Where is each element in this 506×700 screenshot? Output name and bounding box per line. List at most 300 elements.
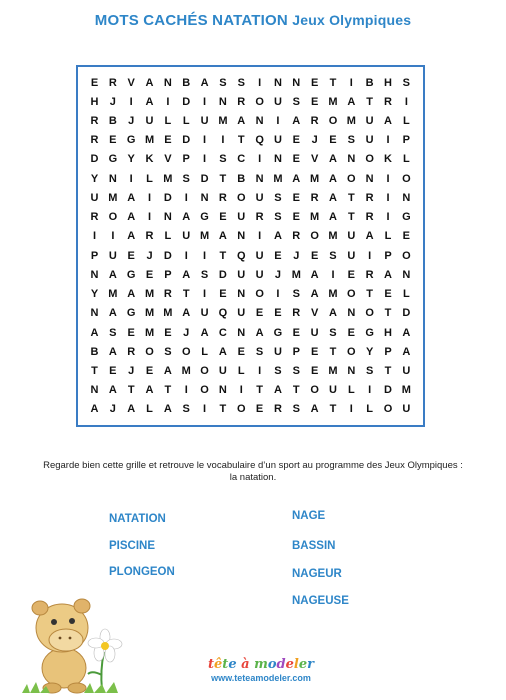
grid-letter: P [402,134,411,147]
grid-letter: T [91,365,98,378]
grid-letter: T [182,288,190,301]
grid-letter: U [237,307,246,320]
grid-letter: I [203,288,207,301]
grid-letter: U [310,326,319,339]
grid-letter: G [402,211,411,224]
grid-letter: A [145,95,154,108]
grid-letter: M [273,172,283,185]
grid-letter: E [219,211,227,224]
grid-row [86,227,415,246]
grid-letter: M [108,191,118,204]
grid-letter: A [384,114,392,127]
grid-letter: E [127,249,135,262]
grid-letter: R [90,114,99,127]
grid-letter: S [255,345,264,358]
grid-letter: S [219,153,227,166]
grid-letter: Q [218,307,228,320]
grid-row [86,169,415,188]
word-to-find: NAGEUR [292,568,342,580]
grid-letter: E [109,134,117,147]
grid-letter: R [90,211,99,224]
grid-letter: Y [90,172,99,185]
grid-row [86,150,415,169]
grid-letter: J [311,134,318,147]
grid-letter: U [365,134,374,147]
grid-letter: A [310,268,319,281]
grid-letter: A [218,345,227,358]
grid-letter: E [109,365,117,378]
grid-letter: V [164,153,172,166]
grid-letter: A [218,230,227,243]
site-logo [186,657,336,683]
grid-letter: E [292,211,300,224]
grid-letter: N [163,76,172,89]
grid-letter: D [218,268,227,281]
grid-letter: V [310,307,319,320]
grid-letter: A [273,230,282,243]
grid-letter: A [237,114,246,127]
grid-letter: A [182,211,191,224]
grid-letter: M [163,172,173,185]
grid-letter: A [127,288,136,301]
grid-letter: T [219,172,227,185]
grid-row [86,73,415,92]
grid-letter: J [128,114,135,127]
grid-letter: A [255,326,264,339]
grid-row [86,265,415,284]
grid-letter: N [347,307,356,320]
grid-letter: I [258,153,262,166]
grid-letter: N [255,172,264,185]
grid-letter: A [365,230,374,243]
grid-letter: U [273,134,282,147]
grid-letter: T [329,345,337,358]
grid-letter: S [292,288,300,301]
grid-letter: E [347,326,355,339]
grid-letter: O [145,345,154,358]
grid-letter: T [366,288,374,301]
grid-letter: M [163,307,173,320]
grid-letter: D [90,153,99,166]
grid-letter: I [92,230,97,243]
grid-letter: E [127,326,135,339]
grid-letter: U [200,307,209,320]
grid-letter: A [108,307,117,320]
grid-letter: N [402,191,411,204]
grid-letter: L [164,114,172,127]
grid-row [86,92,415,111]
grid-letter: M [144,288,155,301]
word-to-find: PISCINE [109,540,156,552]
word-to-find: PLONGEON [109,566,175,578]
grid-row [86,342,415,361]
grid-letter: I [239,384,243,397]
grid-row [86,381,415,400]
grid-letter: S [274,191,282,204]
grid-letter: M [328,230,338,243]
grid-letter: I [404,95,408,108]
grid-letter: I [349,76,353,89]
grid-letter: O [236,191,246,204]
grid-letter: O [255,95,264,108]
grid-letter: A [292,172,301,185]
grid-letter: I [203,403,207,416]
grid-letter: E [164,134,172,147]
grid-letter: R [292,230,301,243]
grid-row [86,362,415,381]
grid-letter: S [237,76,245,89]
grid-letter: I [129,95,133,108]
grid-letter: I [184,249,188,262]
grid-letter: I [111,230,115,243]
grid-letter: S [274,211,282,224]
grid-letter: Y [365,345,374,358]
grid-letter: R [365,211,374,224]
grid-letter: R [292,307,301,320]
grid-letter: A [182,268,191,281]
grid-letter: S [164,345,172,358]
grid-letter: T [164,384,172,397]
grid-letter: M [144,134,155,147]
grid-letter: I [258,365,262,378]
grid-letter: G [108,153,118,166]
grid-letter: U [402,365,411,378]
grid-letter: B [108,114,117,127]
grid-letter: D [163,249,172,262]
grid-letter: I [349,403,353,416]
grid-letter: R [90,134,99,147]
grid-letter: E [255,403,264,416]
grid-letter: R [384,95,392,108]
grid-letter: E [274,249,282,262]
grid-letter: R [127,345,136,358]
grid-letter: Y [127,153,135,166]
grid-letter: O [236,403,246,416]
grid-letter: M [144,326,155,339]
grid-letter: E [292,326,300,339]
grid-letter: S [182,403,190,416]
grid-letter: M [346,114,356,127]
grid-letter: P [182,153,190,166]
grid-letter: M [144,307,155,320]
grid-letter: P [90,249,99,262]
grid-letter: A [273,384,282,397]
grid-letter: S [329,326,337,339]
grid-letter: O [365,153,374,166]
grid-letter: A [108,384,117,397]
grid-letter: E [219,288,227,301]
grid-letter: K [145,153,154,166]
grid-letter: R [310,114,319,127]
grid-letter: Q [255,134,264,147]
grid-letter: T [329,403,337,416]
grid-letter: R [237,95,246,108]
grid-letter: T [292,384,300,397]
grid-row [86,285,415,304]
grid-letter: A [163,365,172,378]
grid-letter: R [273,403,282,416]
grid-letter: L [402,114,410,127]
grid-letter: E [329,134,337,147]
grid-letter: N [347,153,356,166]
grid-letter: O [383,403,393,416]
grid-letter: O [365,307,374,320]
grid-letter: L [384,230,392,243]
grid-row [86,188,415,207]
grid-letter: A [108,345,117,358]
grid-letter: D [163,191,172,204]
grid-letter: U [200,114,209,127]
grid-row [86,208,415,227]
grid-letter: A [200,326,209,339]
grid-letter: N [255,114,264,127]
grid-letter: M [310,172,320,185]
grid-letter: U [273,95,282,108]
grid-letter: U [218,365,227,378]
grid-letter: E [237,345,245,358]
grid-letter: D [200,172,209,185]
grid-letter: T [219,403,227,416]
grid-letter: U [347,249,356,262]
grid-letter: U [255,268,264,281]
grid-letter: N [237,326,246,339]
grid-letter: O [310,384,319,397]
grid-letter: E [310,365,319,378]
grid-letter: A [402,345,411,358]
grid-letter: E [310,345,319,358]
grid-letter: I [331,268,335,281]
grid-letter: U [90,191,99,204]
grid-letter: O [347,288,356,301]
grid-letter: B [237,172,246,185]
grid-letter: O [328,114,338,127]
grid-letter: E [310,76,319,89]
grid-letter: C [237,153,246,166]
grid-letter: S [329,249,337,262]
grid-letter: T [347,191,355,204]
grid-letter: O [402,249,411,262]
grid-letter: I [221,134,225,147]
grid-letter: A [145,384,154,397]
grid-letter: J [293,249,300,262]
grid-letter: A [182,307,191,320]
grid-letter: G [126,134,136,147]
grid-letter: A [127,403,136,416]
grid-letter: T [347,211,355,224]
grid-letter: R [255,211,264,224]
grid-letter: B [90,345,99,358]
grid-letter: I [129,172,133,185]
grid-letter: V [127,76,135,89]
grid-letter: O [181,345,191,358]
grid-letter: A [328,172,337,185]
grid-letter: N [200,191,209,204]
grid-letter: T [384,307,392,320]
grid-letter: A [90,326,99,339]
grid-letter: L [182,114,190,127]
grid-letter: N [90,307,99,320]
word-to-find: NATATION [109,513,166,525]
grid-letter: V [310,153,319,166]
grid-letter: S [292,403,300,416]
grid-letter: G [200,211,209,224]
grid-letter: U [273,345,282,358]
grid-letter: T [329,76,337,89]
grid-letter: I [368,384,372,397]
grid-letter: R [163,288,172,301]
grid-letter: S [274,365,282,378]
grid-letter: I [184,191,188,204]
grid-letter: I [203,249,207,262]
grid-letter: P [384,345,392,358]
grid-letter: I [386,134,390,147]
grid-letter: T [219,249,227,262]
grid-letter: O [200,365,209,378]
grid-letter: M [291,268,301,281]
grid-letter: M [218,114,228,127]
grid-letter: I [258,230,262,243]
grid-letter: A [145,76,154,89]
grid-letter: Q [236,249,246,262]
grid-letter: U [255,191,264,204]
word-search-grid [76,65,425,427]
grid-letter: A [328,191,337,204]
grid-letter: R [145,230,154,243]
grid-letter: L [402,153,410,166]
grid-letter: H [384,326,392,339]
grid-letter: A [384,268,392,281]
grid-letter: N [108,172,117,185]
grid-letter: N [365,172,374,185]
grid-letter: R [108,76,117,89]
grid-letter: L [402,288,410,301]
grid-letter: G [273,326,283,339]
grid-letter: E [310,95,319,108]
grid-letter: I [276,114,280,127]
grid-row [86,246,415,265]
grid-letter: M [328,365,338,378]
grid-letter: O [402,172,411,185]
grid-letter: J [109,403,116,416]
grid-letter: E [274,307,282,320]
grid-letter: M [401,384,411,397]
grid-letter: B [182,76,191,89]
grid-letter: N [218,95,227,108]
grid-letter: I [184,384,188,397]
grid-letter: M [181,365,191,378]
grid-letter: E [310,249,319,262]
grid-row [86,111,415,130]
grid-letter: I [386,191,390,204]
grid-letter: A [127,230,136,243]
grid-row [86,131,415,150]
grid-letter: A [347,95,356,108]
grid-letter: U [237,211,246,224]
grid-letter: N [292,76,301,89]
grid-letter: O [200,384,209,397]
grid-letter: G [126,268,136,281]
grid-letter: E [347,268,355,281]
grid-letter: S [365,365,374,378]
grid-letter: L [237,365,245,378]
grid-letter: O [255,288,264,301]
grid-letter: N [237,288,246,301]
grid-letter: U [347,230,356,243]
grid-letter: S [109,326,117,339]
grid-letter: R [218,191,227,204]
grid-letter: A [328,307,337,320]
grid-letter: S [182,172,190,185]
grid-letter: M [328,95,338,108]
grid-letter: U [182,230,191,243]
grid-letter: N [90,268,99,281]
grid-letter: J [109,95,116,108]
grid-letter: N [237,230,246,243]
grid-letter: N [273,76,282,89]
grid-letter: P [292,345,300,358]
grid-letter: E [255,307,264,320]
grid-letter: A [310,288,319,301]
grid-letter: I [203,134,207,147]
grid-letter: I [203,95,207,108]
grid-letter: E [145,365,154,378]
grid-letter: T [366,95,374,108]
grid-letter: N [273,153,282,166]
grid-letter: E [90,76,99,89]
grid-letter: P [164,268,172,281]
grid-letter: K [384,153,392,166]
grid-letter: L [201,345,208,358]
grid-letter: S [200,268,209,281]
grid-letter: N [218,384,227,397]
grid-letter: S [292,95,300,108]
grid-letter: I [166,95,170,108]
grid-letter: J [183,326,190,339]
title-main: MOTS CACHÉS NATATION [94,12,288,29]
grid-letter: E [292,134,300,147]
grid-letter: P [384,249,392,262]
grid-letter: O [108,211,118,224]
grid-letter: A [292,114,301,127]
grid-letter: L [164,230,172,243]
grid-letter: L [146,172,153,185]
word-to-find: NAGE [292,510,326,522]
grid-letter: A [310,403,319,416]
grid-letter: U [402,403,411,416]
grid-letter: S [292,365,300,378]
grid-row [86,304,415,323]
grid-letter: U [145,114,154,127]
logo-url: www.teteamodeler.com [211,673,311,683]
grid-letter: J [274,268,281,281]
grid-letter: I [368,249,372,262]
grid-letter: L [366,403,374,416]
grid-letter: M [108,288,118,301]
grid-letter: A [328,211,337,224]
grid-letter: A [200,76,209,89]
grid-letter: N [90,384,99,397]
grid-row [86,323,415,342]
grid-letter: Y [90,288,99,301]
grid-letter: U [108,249,117,262]
grid-letter: E [164,326,172,339]
grid-letter: E [384,288,392,301]
title-sub: Jeux Olympiques [292,12,412,28]
grid-letter: D [402,307,411,320]
grid-letter: U [328,384,337,397]
grid-letter: E [145,268,154,281]
grid-letter: H [384,76,392,89]
